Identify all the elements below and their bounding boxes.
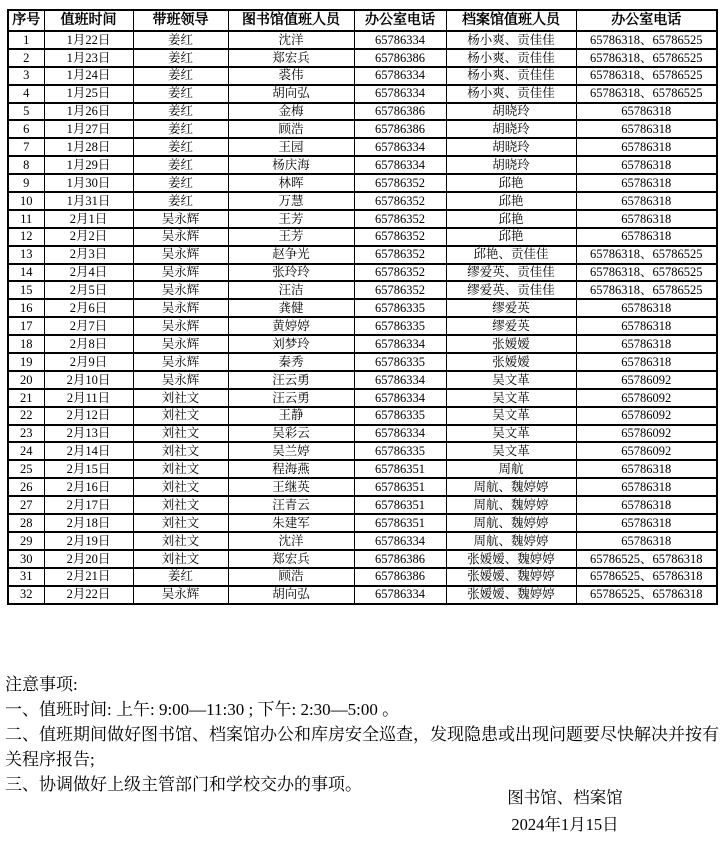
table-cell: 18 (8, 335, 44, 353)
table-cell: 2月22日 (44, 586, 133, 604)
table-cell: 2月4日 (44, 264, 133, 282)
table-cell: 65786092 (576, 389, 717, 407)
table-cell: 姜红 (133, 174, 228, 192)
table-cell: 3 (8, 67, 44, 85)
table-cell: 吴永辉 (133, 281, 228, 299)
table-cell: 万慧 (228, 192, 354, 210)
table-cell: 胡晓玲 (446, 138, 576, 156)
table-cell: 周航、魏婷婷 (446, 478, 576, 496)
table-cell: 2月20日 (44, 550, 133, 568)
table-cell: 邱艳、贡佳佳 (446, 246, 576, 264)
duty-table (7, 9, 718, 605)
table-cell: 2月21日 (44, 568, 133, 586)
table-cell: 65786351 (354, 460, 446, 478)
table-cell: 1月24日 (44, 67, 133, 85)
header-library-staff: 图书馆值班人员 (228, 10, 354, 31)
table-cell: 65786318 (576, 210, 717, 228)
table-cell: 杨小爽、贡佳佳 (446, 31, 576, 49)
table-cell: 65786318 (576, 156, 717, 174)
table-cell: 顾浩 (228, 120, 354, 138)
table-cell: 65786334 (354, 371, 446, 389)
table-cell: 吴永辉 (133, 228, 228, 246)
table-cell: 秦秀 (228, 353, 354, 371)
table-cell: 65786352 (354, 281, 446, 299)
table-cell: 65786352 (354, 228, 446, 246)
table-cell: 65786352 (354, 174, 446, 192)
table-cell: 刘社文 (133, 425, 228, 443)
table-cell: 张嫒嫒、魏婷婷 (446, 586, 576, 604)
table-cell: 65786334 (354, 67, 446, 85)
signature-org: 图书馆、档案馆 (507, 788, 623, 807)
table-cell: 22 (8, 407, 44, 425)
table-row (8, 31, 717, 49)
table-cell: 2月16日 (44, 478, 133, 496)
header-archives-staff: 档案馆值班人员 (446, 10, 576, 31)
table-cell: 65786351 (354, 478, 446, 496)
table-cell: 2月17日 (44, 496, 133, 514)
table-cell: 金梅 (228, 103, 354, 121)
table-cell: 25 (8, 460, 44, 478)
table-cell: 24 (8, 442, 44, 460)
table-cell: 5 (8, 103, 44, 121)
table-cell: 吴永辉 (133, 335, 228, 353)
table-row (8, 407, 717, 425)
table-cell: 65786352 (354, 192, 446, 210)
table-cell: 11 (8, 210, 44, 228)
table-cell: 朱建军 (228, 514, 354, 532)
table-cell: 13 (8, 246, 44, 264)
table-cell: 缪爱英 (446, 299, 576, 317)
table-cell: 65786334 (354, 586, 446, 604)
table-body (8, 31, 717, 604)
table-cell: 邱艳 (446, 228, 576, 246)
table-cell: 2月9日 (44, 353, 133, 371)
table-cell: 10 (8, 192, 44, 210)
table-cell: 65786318、65786525 (576, 31, 717, 49)
table-cell: 吴永辉 (133, 371, 228, 389)
table-cell: 1月23日 (44, 49, 133, 67)
table-row (8, 550, 717, 568)
table-cell: 65786334 (354, 156, 446, 174)
table-cell: 周航 (446, 460, 576, 478)
table-cell: 65786092 (576, 425, 717, 443)
table-cell: 汪云勇 (228, 371, 354, 389)
table-row (8, 568, 717, 586)
table-cell: 吴永辉 (133, 264, 228, 282)
table-cell: 张玲玲 (228, 264, 354, 282)
table-row (8, 299, 717, 317)
table-cell: 郑宏兵 (228, 49, 354, 67)
table-cell: 26 (8, 478, 44, 496)
table-cell: 郑宏兵 (228, 550, 354, 568)
table-cell: 姜红 (133, 138, 228, 156)
table-cell: 张嫒嫒、魏婷婷 (446, 568, 576, 586)
table-cell: 2月7日 (44, 317, 133, 335)
table-row (8, 478, 717, 496)
table-cell: 65786318 (576, 532, 717, 550)
table-cell: 9 (8, 174, 44, 192)
table-cell: 65786335 (354, 407, 446, 425)
table-cell: 65786334 (354, 31, 446, 49)
table-row (8, 192, 717, 210)
table-cell: 1月30日 (44, 174, 133, 192)
table-cell: 65786318 (576, 103, 717, 121)
table-cell: 杨小爽、贡佳佳 (446, 85, 576, 103)
signature-date: 2024年1月15日 (511, 815, 619, 834)
signature-block (450, 784, 680, 838)
table-cell: 20 (8, 371, 44, 389)
table-cell: 65786318 (576, 514, 717, 532)
table-cell: 1月29日 (44, 156, 133, 174)
header-seq: 序号 (8, 10, 44, 31)
table-cell: 19 (8, 353, 44, 371)
table-cell: 65786351 (354, 496, 446, 514)
notes-title: 注意事项: (5, 675, 78, 694)
table-cell: 2月3日 (44, 246, 133, 264)
table-row (8, 174, 717, 192)
table-cell: 2月1日 (44, 210, 133, 228)
table-cell: 胡晓玲 (446, 103, 576, 121)
table-cell: 1月28日 (44, 138, 133, 156)
table-cell: 刘社文 (133, 496, 228, 514)
table-cell: 缪爱英、贡佳佳 (446, 281, 576, 299)
table-cell: 邱艳 (446, 192, 576, 210)
table-cell: 刘社文 (133, 442, 228, 460)
table-cell: 刘社文 (133, 550, 228, 568)
table-row (8, 228, 717, 246)
table-cell: 12 (8, 228, 44, 246)
table-cell: 32 (8, 586, 44, 604)
table-cell: 吴文革 (446, 425, 576, 443)
table-cell: 65786386 (354, 103, 446, 121)
table-cell: 2月14日 (44, 442, 133, 460)
table-cell: 张嫒嫒 (446, 335, 576, 353)
table-cell: 65786386 (354, 49, 446, 67)
table-cell: 2月2日 (44, 228, 133, 246)
table-cell: 65786318 (576, 353, 717, 371)
table-cell: 65786318 (576, 120, 717, 138)
table-cell: 王芳 (228, 210, 354, 228)
table-cell: 胡晓玲 (446, 120, 576, 138)
table-cell: 周航、魏婷婷 (446, 514, 576, 532)
table-cell: 28 (8, 514, 44, 532)
table-row (8, 264, 717, 282)
table-cell: 姜红 (133, 156, 228, 174)
table-cell: 张嫒嫒、魏婷婷 (446, 550, 576, 568)
table-row (8, 586, 717, 604)
table-cell: 王继英 (228, 478, 354, 496)
table-cell: 吴文革 (446, 371, 576, 389)
table-cell: 65786318、65786525 (576, 67, 717, 85)
table-cell: 胡向弘 (228, 586, 354, 604)
header-duty-date: 值班时间 (44, 10, 133, 31)
table-cell: 65786318 (576, 228, 717, 246)
table-cell: 65786335 (354, 299, 446, 317)
table-cell: 2月8日 (44, 335, 133, 353)
table-cell: 27 (8, 496, 44, 514)
table-cell: 65786525、65786318 (576, 586, 717, 604)
table-cell: 65786351 (354, 514, 446, 532)
table-cell: 吴文革 (446, 389, 576, 407)
table-cell: 王园 (228, 138, 354, 156)
table-row (8, 514, 717, 532)
table-cell: 缪爱英、贡佳佳 (446, 264, 576, 282)
table-row (8, 210, 717, 228)
table-row (8, 120, 717, 138)
table-cell: 8 (8, 156, 44, 174)
table-cell: 2月12日 (44, 407, 133, 425)
table-cell: 65786318 (576, 174, 717, 192)
table-cell: 65786334 (354, 532, 446, 550)
table-cell: 14 (8, 264, 44, 282)
table-row (8, 317, 717, 335)
table-cell: 赵争光 (228, 246, 354, 264)
table-cell: 65786334 (354, 389, 446, 407)
table-cell: 65786318、65786525 (576, 281, 717, 299)
table-row (8, 371, 717, 389)
table-cell: 65786334 (354, 425, 446, 443)
table-cell: 29 (8, 532, 44, 550)
table-cell: 65786334 (354, 138, 446, 156)
table-cell: 65786092 (576, 407, 717, 425)
table-cell: 65786318 (576, 192, 717, 210)
table-cell: 65786318 (576, 335, 717, 353)
table-row (8, 281, 717, 299)
table-cell: 65786334 (354, 335, 446, 353)
header-leader: 带班领导 (133, 10, 228, 31)
table-cell: 1月27日 (44, 120, 133, 138)
table-cell: 2月13日 (44, 425, 133, 443)
table-row (8, 246, 717, 264)
table-cell: 吴永辉 (133, 246, 228, 264)
table-cell: 1月31日 (44, 192, 133, 210)
table-row (8, 496, 717, 514)
table-cell: 吴永辉 (133, 353, 228, 371)
table-cell: 1月25日 (44, 85, 133, 103)
table-cell: 姜红 (133, 31, 228, 49)
table-cell: 65786352 (354, 264, 446, 282)
table-header-row (8, 10, 717, 31)
table-cell: 1 (8, 31, 44, 49)
table-cell: 1月26日 (44, 103, 133, 121)
table-row (8, 389, 717, 407)
table-cell: 姜红 (133, 85, 228, 103)
table-cell: 杨小爽、贡佳佳 (446, 49, 576, 67)
table-row (8, 425, 717, 443)
table-cell: 17 (8, 317, 44, 335)
table-cell: 15 (8, 281, 44, 299)
table-cell: 65786525、65786318 (576, 550, 717, 568)
table-cell: 1月22日 (44, 31, 133, 49)
table-cell: 周航、魏婷婷 (446, 532, 576, 550)
table-cell: 65786318 (576, 460, 717, 478)
table-cell: 65786318、65786525 (576, 49, 717, 67)
table-cell: 65786318、65786525 (576, 246, 717, 264)
table-cell: 65786318 (576, 478, 717, 496)
table-cell: 65786318、65786525 (576, 85, 717, 103)
table-cell: 汪云勇 (228, 389, 354, 407)
table-cell: 裘伟 (228, 67, 354, 85)
header-office-phone-1: 办公室电话 (354, 10, 446, 31)
note-line-3: 三、协调做好上级主管部门和学校交办的事项。 (5, 775, 362, 794)
table-cell: 65786318、65786525 (576, 264, 717, 282)
table-cell: 刘社文 (133, 532, 228, 550)
table-cell: 杨庆海 (228, 156, 354, 174)
table-cell: 65786525、65786318 (576, 568, 717, 586)
table-row (8, 353, 717, 371)
table-cell: 4 (8, 85, 44, 103)
table-cell: 6 (8, 120, 44, 138)
table-cell: 吴永辉 (133, 586, 228, 604)
table-cell: 65786386 (354, 120, 446, 138)
table-cell: 王静 (228, 407, 354, 425)
table-cell: 吴兰婷 (228, 442, 354, 460)
note-line-2: 二、值班期间做好图书馆、档案馆办公和库房安全巡查，发现隐患或出现问题要尽快解决并按有关程序报告; (5, 725, 719, 769)
table-cell: 65786335 (354, 353, 446, 371)
table-cell: 65786352 (354, 210, 446, 228)
table-cell: 刘社文 (133, 478, 228, 496)
table-cell: 周航、魏婷婷 (446, 496, 576, 514)
table-cell: 沈洋 (228, 532, 354, 550)
note-line-1: 一、值班时间: 上午: 9:00—11:30 ; 下午: 2:30—5:00 。 (5, 700, 400, 719)
table-cell: 刘社文 (133, 514, 228, 532)
table-cell: 21 (8, 389, 44, 407)
table-cell: 65786092 (576, 442, 717, 460)
table-cell: 姜红 (133, 49, 228, 67)
table-cell: 2月6日 (44, 299, 133, 317)
table-cell: 65786318 (576, 496, 717, 514)
table-cell: 2月19日 (44, 532, 133, 550)
table-cell: 胡向弘 (228, 85, 354, 103)
table-cell: 胡晓玲 (446, 156, 576, 174)
table-cell: 黄婷婷 (228, 317, 354, 335)
notes-section (5, 672, 721, 797)
table-cell: 龚健 (228, 299, 354, 317)
table-row (8, 85, 717, 103)
table-cell: 吴永辉 (133, 210, 228, 228)
header-office-phone-2: 办公室电话 (576, 10, 717, 31)
table-row (8, 442, 717, 460)
table-cell: 姜红 (133, 103, 228, 121)
table-cell: 2月5日 (44, 281, 133, 299)
table-cell: 姜红 (133, 568, 228, 586)
table-cell: 汪洁 (228, 281, 354, 299)
table-cell: 吴文革 (446, 407, 576, 425)
table-cell: 刘梦玲 (228, 335, 354, 353)
table-cell: 吴永辉 (133, 317, 228, 335)
table-cell: 缪爱英 (446, 317, 576, 335)
table-cell: 吴永辉 (133, 299, 228, 317)
table-cell: 65786335 (354, 317, 446, 335)
table-cell: 邱艳 (446, 210, 576, 228)
table-cell: 林晖 (228, 174, 354, 192)
table-cell: 65786386 (354, 568, 446, 586)
table-cell: 65786318 (576, 138, 717, 156)
table-cell: 邱艳 (446, 174, 576, 192)
table-row (8, 460, 717, 478)
table-cell: 7 (8, 138, 44, 156)
table-row (8, 138, 717, 156)
table-cell: 顾浩 (228, 568, 354, 586)
table-cell: 31 (8, 568, 44, 586)
table-cell: 沈洋 (228, 31, 354, 49)
table-cell: 2 (8, 49, 44, 67)
table-cell: 刘社文 (133, 460, 228, 478)
table-cell: 65786352 (354, 246, 446, 264)
table-cell: 2月10日 (44, 371, 133, 389)
table-cell: 刘社文 (133, 407, 228, 425)
table-cell: 65786318 (576, 299, 717, 317)
table-cell: 65786092 (576, 371, 717, 389)
table-cell: 吴文革 (446, 442, 576, 460)
table-cell: 23 (8, 425, 44, 443)
table-cell: 2月11日 (44, 389, 133, 407)
table-cell: 65786386 (354, 550, 446, 568)
table-cell: 姜红 (133, 67, 228, 85)
table-cell: 张嫒嫒 (446, 353, 576, 371)
table-row (8, 49, 717, 67)
table-cell: 杨小爽、贡佳佳 (446, 67, 576, 85)
table-row (8, 156, 717, 174)
table-cell: 程海燕 (228, 460, 354, 478)
table-cell: 65786318 (576, 317, 717, 335)
table-cell: 65786335 (354, 442, 446, 460)
table-cell: 王芳 (228, 228, 354, 246)
table-cell: 姜红 (133, 192, 228, 210)
table-cell: 吴彩云 (228, 425, 354, 443)
table-row (8, 532, 717, 550)
table-cell: 2月15日 (44, 460, 133, 478)
table-cell: 2月18日 (44, 514, 133, 532)
table-cell: 65786334 (354, 85, 446, 103)
table-cell: 汪青云 (228, 496, 354, 514)
table-row (8, 103, 717, 121)
table-row (8, 335, 717, 353)
table-row (8, 67, 717, 85)
table-cell: 30 (8, 550, 44, 568)
table-cell: 刘社文 (133, 389, 228, 407)
table-cell: 16 (8, 299, 44, 317)
table-cell: 姜红 (133, 120, 228, 138)
